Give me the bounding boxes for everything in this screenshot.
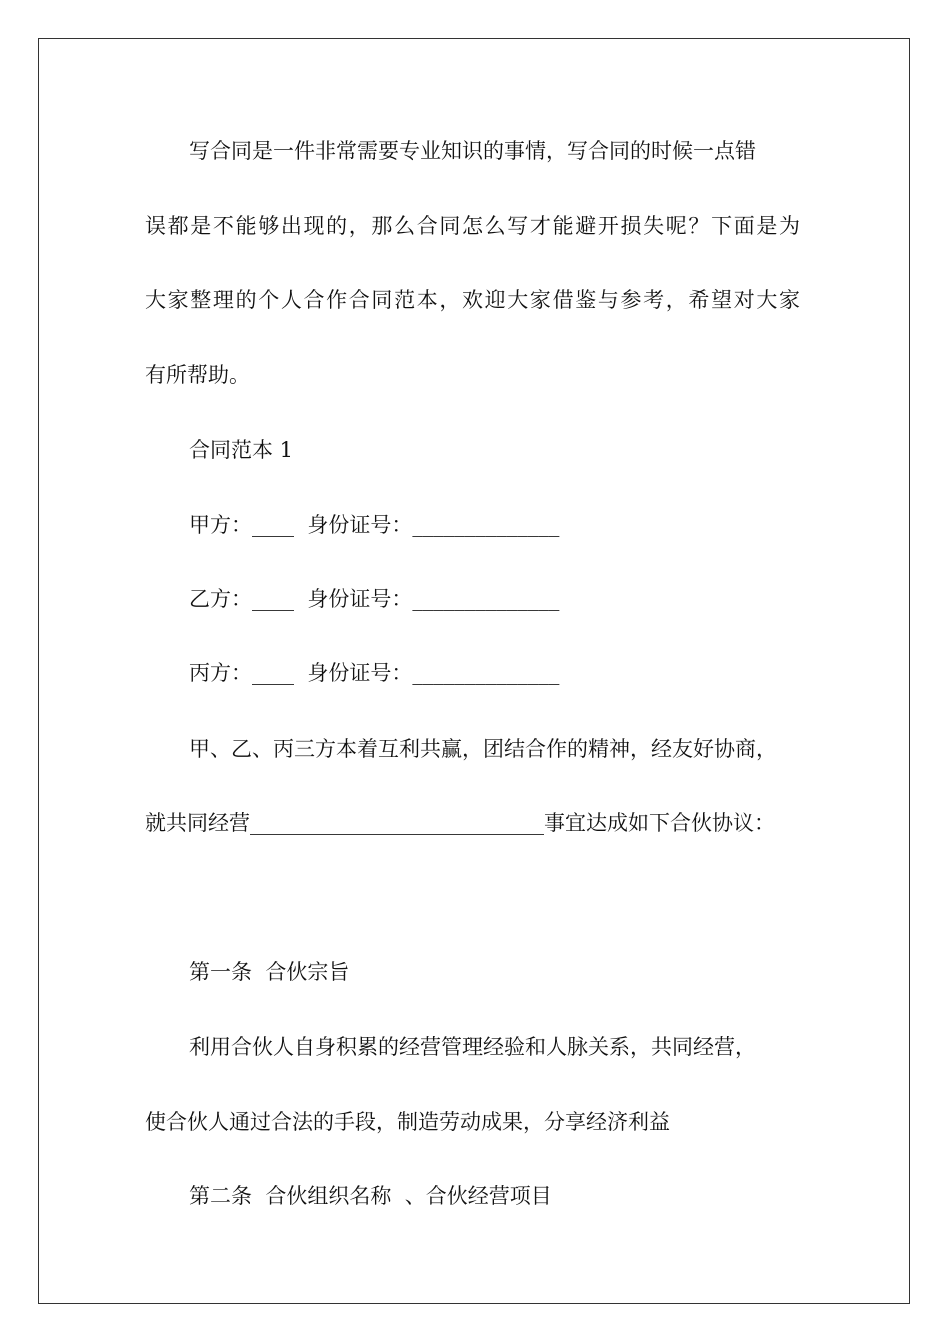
intro-line-1: 写合同是一件非常需要专业知识的事情，写合同的时候一点错 — [189, 139, 756, 163]
article-1-heading: 第一条 合伙宗旨 — [189, 960, 350, 984]
article-1-body-line-2: 使合伙人通过合法的手段，制造劳动成果，分享经济利益 — [145, 1110, 670, 1134]
party-c-line: 丙方：____ 身份证号：______________ — [189, 661, 560, 685]
party-b-line: 乙方：____ 身份证号：______________ — [189, 587, 560, 611]
preamble-line-2: 就共同经营____________________________事宜达成如下合伙协议： — [145, 811, 775, 835]
sample-title: 合同范本 1 — [189, 438, 294, 462]
preamble-line-1: 甲、乙、丙三方本着互利共赢，团结合作的精神，经友好协商， — [189, 737, 777, 761]
article-2-heading: 第二条 合伙组织名称 、合伙经营项目 — [189, 1184, 552, 1208]
party-a-line: 甲方：____ 身份证号：______________ — [189, 513, 560, 537]
intro-line-3: 大家整理的个人合作合同范本，欢迎大家借鉴与参考，希望对大家 — [145, 288, 800, 312]
intro-line-2: 误都是不能够出现的，那么合同怎么写才能避开损失呢？下面是为 — [145, 214, 800, 238]
article-1-body-line-1: 利用合伙人自身积累的经营管理经验和人脉关系，共同经营， — [189, 1035, 756, 1059]
intro-line-4: 有所帮助。 — [145, 363, 250, 387]
